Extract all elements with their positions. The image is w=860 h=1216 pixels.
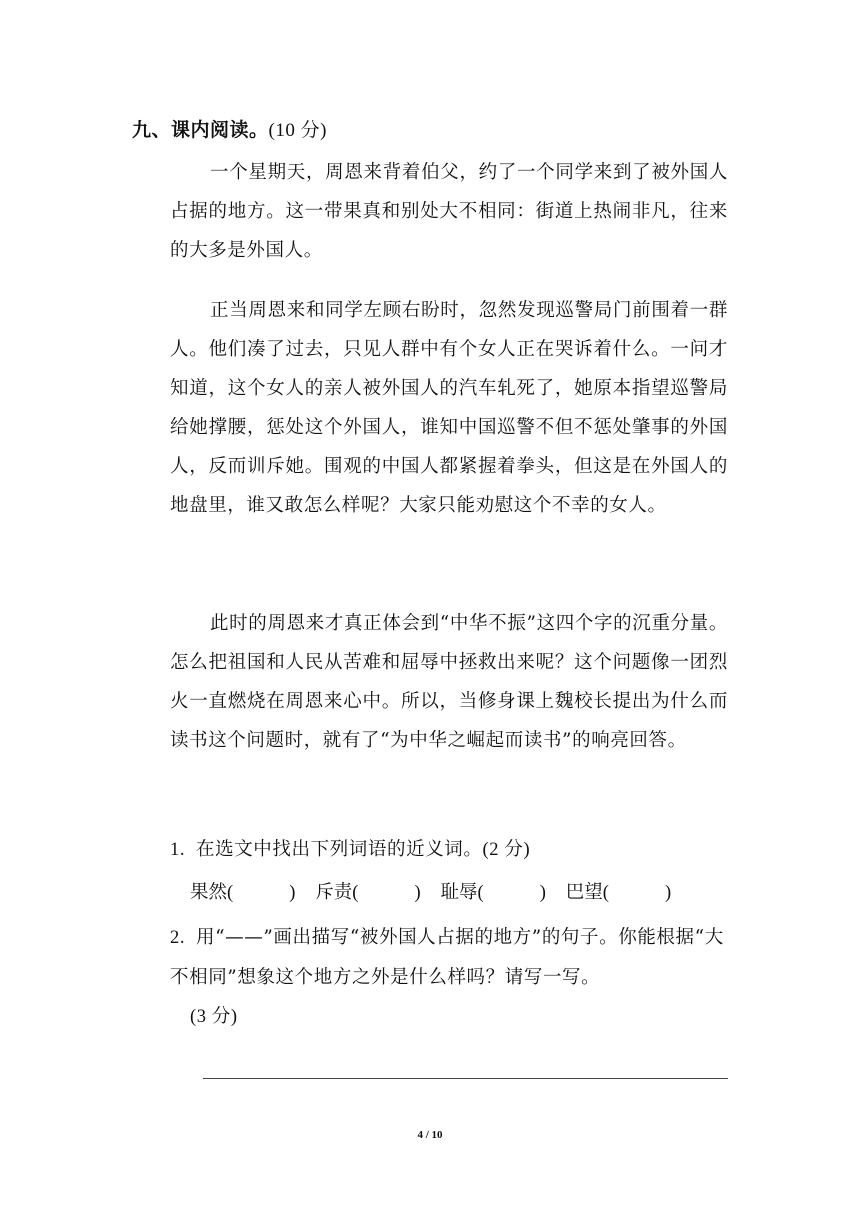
section-title-text: 九、课内阅读。 <box>132 119 269 141</box>
synonym-blank-2[interactable]: 斥责( ) <box>315 882 421 903</box>
synonym-word-1: 果然 <box>190 882 228 903</box>
synonym-blanks-row <box>190 873 685 913</box>
question-1 <box>170 830 740 870</box>
question-1-score: (2 分) <box>482 840 531 860</box>
question-2-number: 2. <box>170 928 186 948</box>
synonym-blank-4[interactable]: 巴望( ) <box>565 882 672 903</box>
passage-paragraph-3: 此时的周恩来才真正体会到“中华不振”这四个字的沉重分量。怎么把祖国和人民从苦难和屈辱中拯救出来呢？这个问题像一团烈火一直燃烧在周恩来心中。所以，当修身课上魏校长提出为什么而读书这个问题时，就有了“为中华之崛起而读书”的响亮回答。 <box>170 613 728 751</box>
answer-line[interactable] <box>203 1078 728 1079</box>
synonym-blank-3[interactable]: 耻辱( ) <box>440 882 546 903</box>
synonym-blank-1[interactable]: 果然( ) <box>190 882 296 903</box>
synonym-word-4: 巴望 <box>565 882 603 903</box>
question-1-number: 1. <box>170 840 186 860</box>
page-number: 4 / 10 <box>417 1129 443 1141</box>
question-2-text: 用“——”画出描写“被外国人占据的地方”的句子。你能根据“大不相同”想象这个地方之外是什么样吗？请写一写。 <box>170 927 724 988</box>
question-1-text: 在选文中找出下列词语的近义词。 <box>196 839 483 860</box>
question-2-score: (3 分) <box>190 1007 238 1027</box>
question-2 <box>170 918 740 1037</box>
synonym-word-2: 斥责 <box>315 882 353 903</box>
section-score: (10 分) <box>268 120 327 141</box>
section-title <box>132 112 327 149</box>
synonym-word-3: 耻辱 <box>440 882 478 903</box>
passage-paragraph-1: 一个星期天，周恩来背着伯父，约了一个同学来到了被外国人占据的地方。这一带果真和别处大不相同：街道上热闹非凡，往来的大多是外国人。 <box>170 162 728 261</box>
passage-paragraph-2: 正当周恩来和同学左顾右盼时，忽然发现巡警局门前围着一群人。他们凑了过去，只见人群中有个女人正在哭诉着什么。一问才知道，这个女人的亲人被外国人的汽车轧死了，她原本指望巡警局给她撑腰，惩处这个外国人，谁知中国巡警不但不惩处肇事的外国人，反而训斥她。围观的中国人都紧握着拳头，但这是在外国人的地盘里，谁又敢怎么样呢？大家只能劝慰这个不幸的女人。 <box>170 300 728 516</box>
